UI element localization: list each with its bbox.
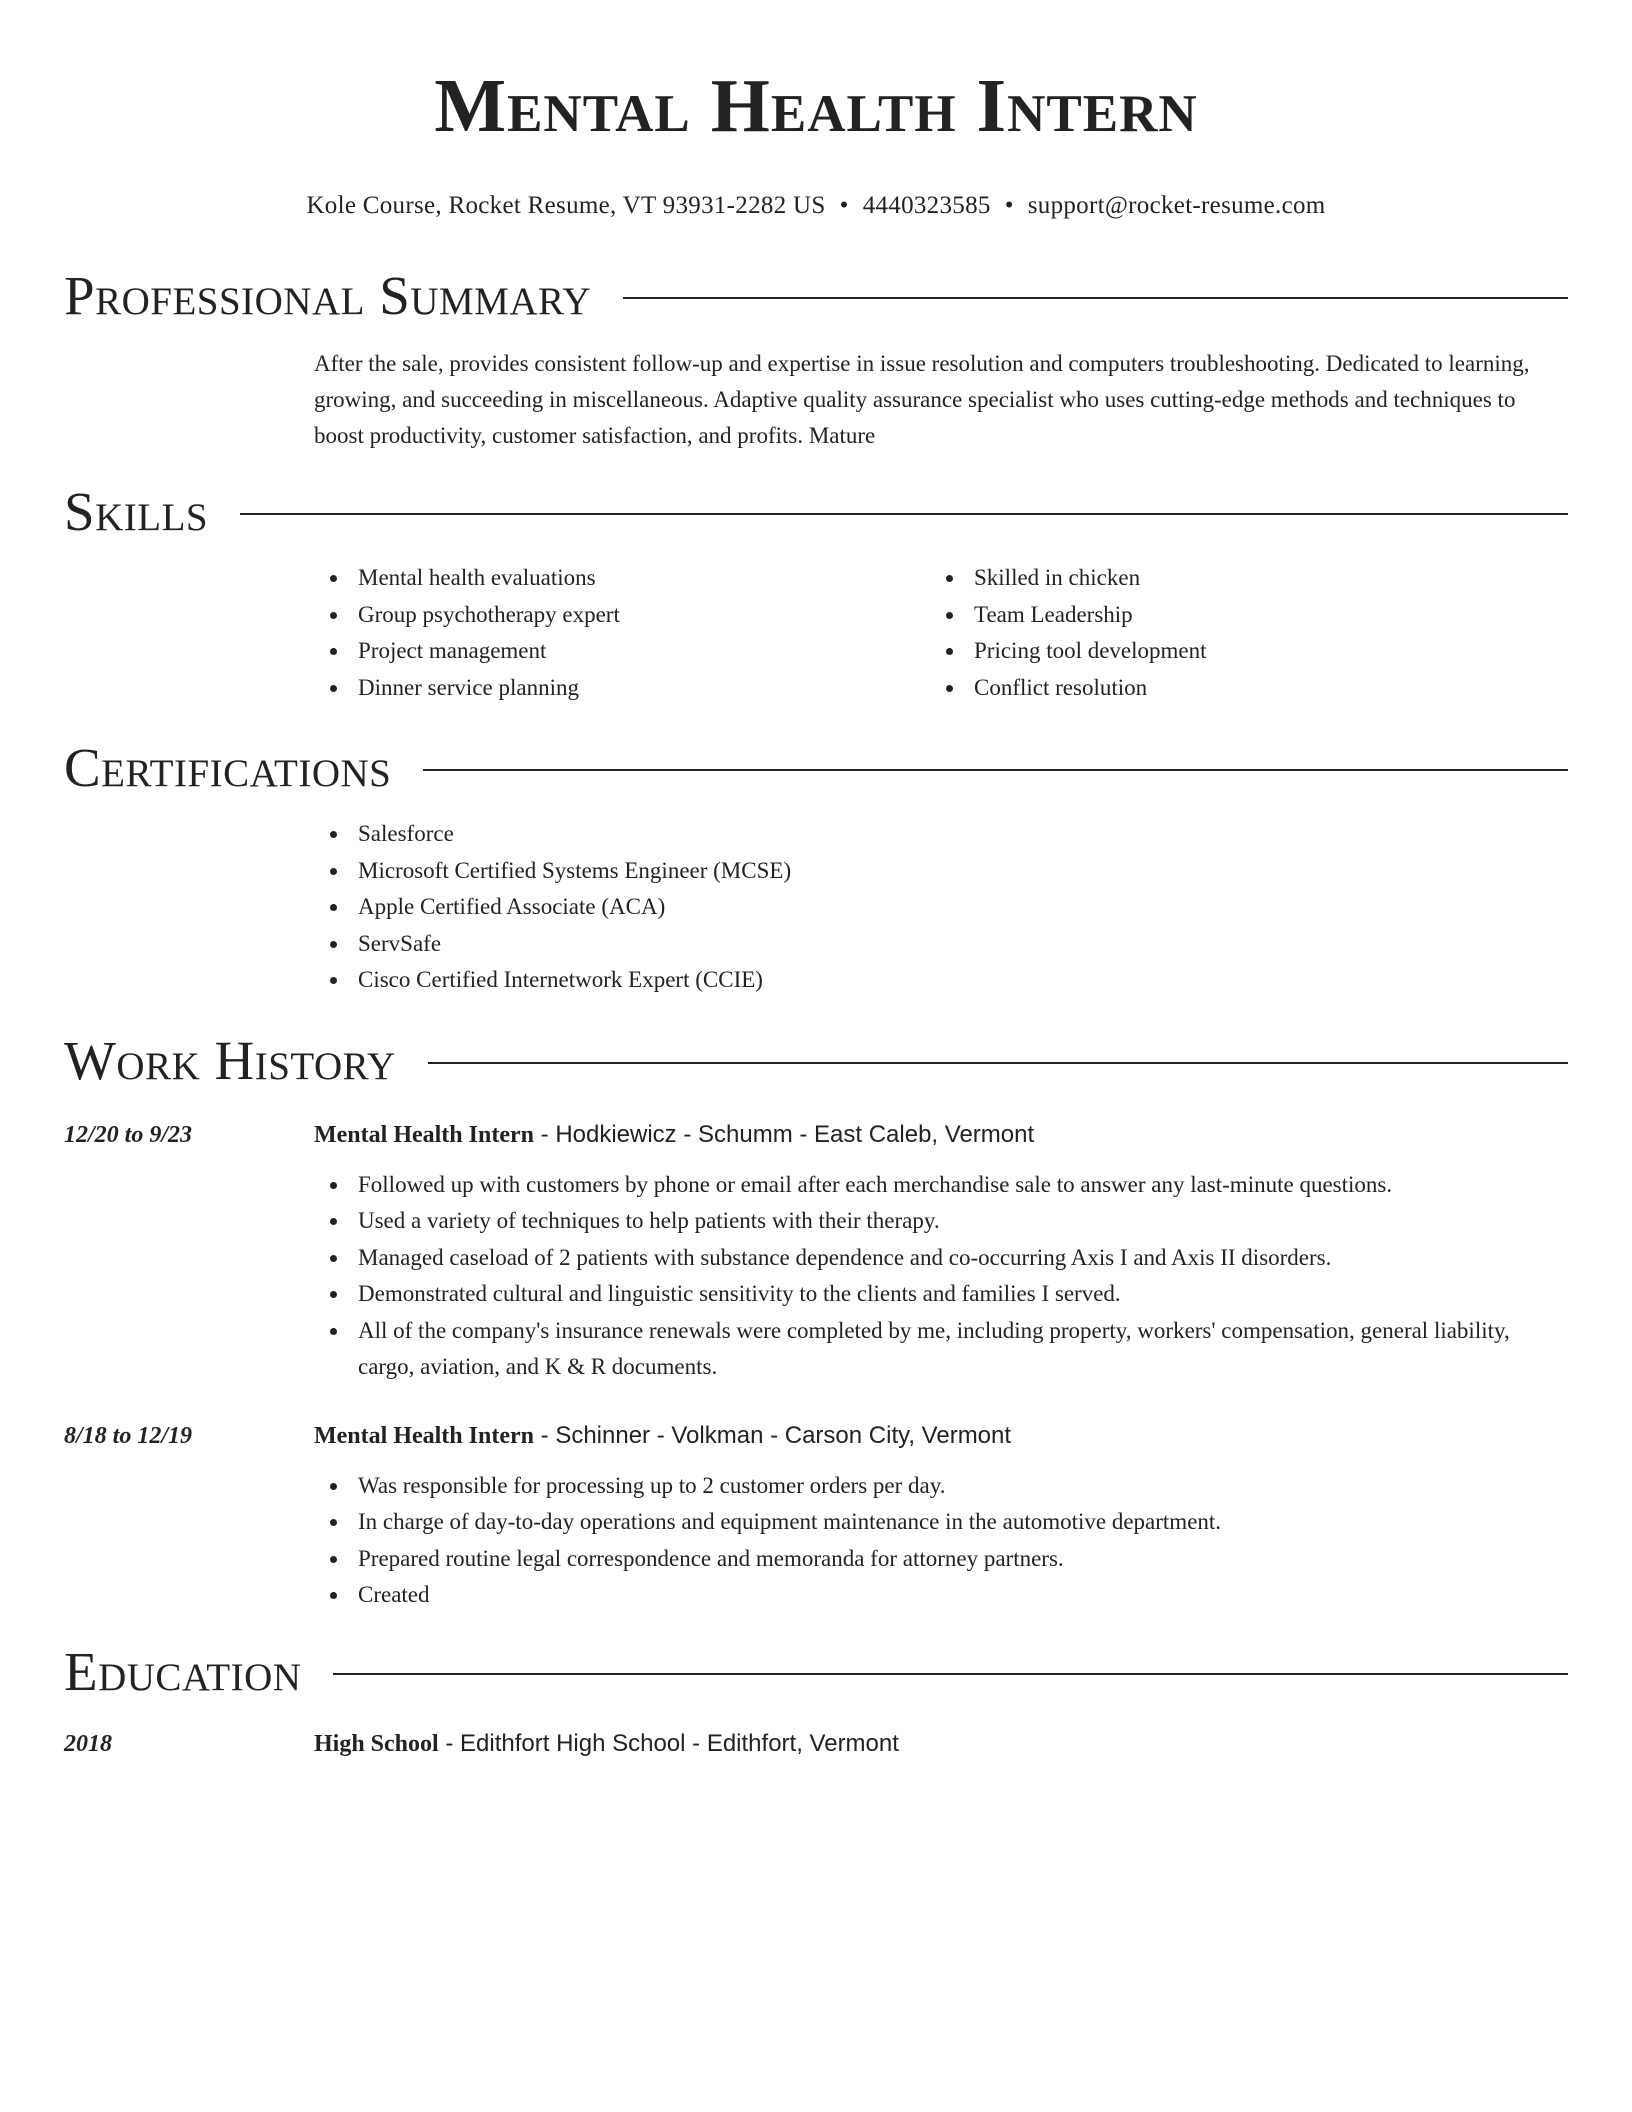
summary-heading: Professional Summary [64,265,592,326]
education-heading: Education [64,1640,302,1702]
education-section-header [64,1640,1568,1704]
duty-item: Followed up with customers by phone or email after each merchandise sale to answer any last-minute questions. [314,1167,1632,1204]
work-duties-list [314,1468,1568,1614]
skills-column-left [314,560,930,706]
resume-name: Mental Health Intern [434,64,1198,148]
skill-item: Team Leadership [930,597,1546,634]
certification-item: Salesforce [314,816,1568,853]
contact-email: support@rocket-resume.com [1027,192,1326,219]
section-divider [423,769,1568,771]
duty-item: Used a variety of techniques to help patients with their therapy. [314,1203,1632,1240]
job-title: Mental Health Intern [314,1422,534,1449]
work-position [314,1418,1568,1454]
duty-item: In charge of day-to-day operations and equipment maintenance in the automotive department. [314,1504,1568,1541]
summary-text: After the sale, provides consistent follow-up and expertise in issue resolution and computers troubleshooting. Dedicated to learning, growing, and succeeding in miscellaneous. Adaptive quality assurance specialist who uses cutting-edge methods and techniques to boost productivity, customer satisfaction, and profits. Mature [314,351,1530,448]
skills-list [314,560,1568,706]
job-employer: - Hodkiewicz - Schumm - East Caleb, Vermont [533,1120,1035,1148]
skill-item: Pricing tool development [930,633,1546,670]
contact-separator: • [1004,192,1014,219]
work-dates: 12/20 to 9/23 [64,1121,193,1148]
job-employer: - Schinner - Volkman - Carson City, Vermont [533,1421,1012,1449]
duty-item: Managed caseload of 2 patients with substance dependence and co-occurring Axis I and Axis II disorders. [314,1240,1632,1277]
certification-item: Cisco Certified Internetwork Expert (CCIE) [314,962,1568,999]
duty-item: Prepared routine legal correspondence and memoranda for attorney partners. [314,1541,1568,1578]
duty-item: Was responsible for processing up to 2 customer orders per day. [314,1468,1568,1505]
school: - Edithfort High School - Edithfort, Vermont [438,1729,899,1757]
certifications-section-header [64,736,1568,800]
work-entry-header [64,1418,1568,1454]
work-history-heading: Work History [64,1029,396,1091]
contact-address: Kole Course, Rocket Resume, VT 93931-2282 US [306,192,826,219]
job-title: Mental Health Intern [314,1121,534,1148]
certification-item: Apple Certified Associate (ACA) [314,889,1568,926]
certifications-heading: Certifications [64,737,392,798]
certifications-list [314,816,1568,999]
skill-item: Mental health evaluations [314,560,930,597]
summary-section-header [64,264,1568,328]
contact-separator: • [839,192,849,219]
section-divider [333,1673,1568,1675]
duty-item: Created [314,1577,1568,1614]
education-date: 2018 [64,1730,112,1757]
skill-item: Skilled in chicken [930,560,1546,597]
work-entry-header [64,1117,1568,1153]
duty-item: All of the company's insurance renewals were completed by me, including property, workers' compensation, general liability, cargo, aviation, and K & R documents. [314,1313,1564,1386]
contact-phone: 4440323585 [862,192,991,219]
skills-section-header [64,480,1568,544]
education-entry [64,1726,1568,1762]
section-divider [428,1062,1568,1064]
skills-heading: Skills [64,481,209,542]
contact-line [64,192,1568,220]
degree: High School [314,1730,439,1757]
certification-item: Microsoft Certified Systems Engineer (MCSE) [314,853,1568,890]
work-position [314,1117,1568,1153]
skill-item: Project management [314,633,930,670]
skill-item: Conflict resolution [930,670,1546,707]
education-detail [314,1726,1568,1762]
section-divider [240,513,1568,515]
work-history-section-header [64,1029,1568,1093]
duty-item: Demonstrated cultural and linguistic sensitivity to the clients and families I served. [314,1276,1632,1313]
skills-column-right [930,560,1546,706]
skill-item: Dinner service planning [314,670,930,707]
section-divider [623,297,1568,299]
skill-item: Group psychotherapy expert [314,597,930,634]
work-dates: 8/18 to 12/19 [64,1422,193,1449]
certification-item: ServSafe [314,926,1568,963]
work-duties-list [314,1167,1632,1386]
